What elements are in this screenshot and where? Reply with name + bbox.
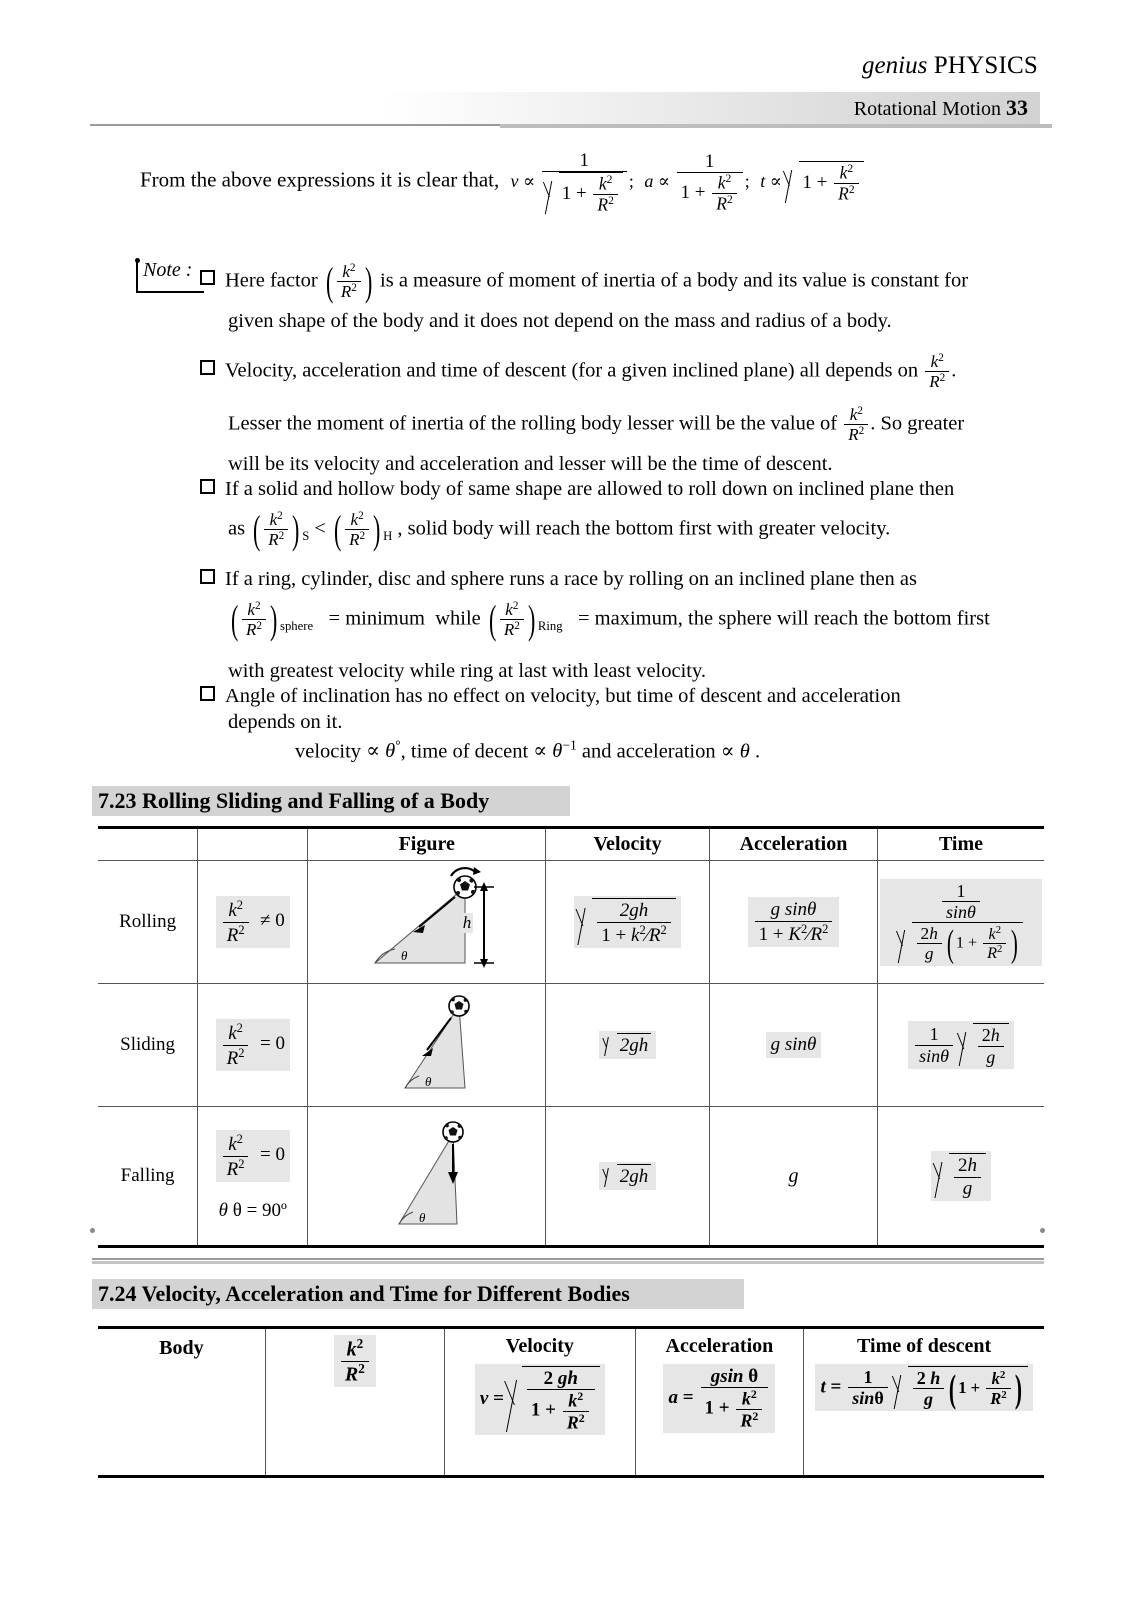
bullet-square-icon [200,360,215,375]
bullet-solid-hollow: If a solid and hollow body of same shape are allowed to roll down on inclined plane then [200,478,1060,501]
brand-physics: PHYSICS [927,52,1038,79]
divider-dot-right [1040,1228,1045,1233]
bullet-depends-on-line3: will be its velocity and acceleration and lesser will be the time of descent. [228,453,833,475]
table-row-falling [98,1107,1044,1247]
cell-empty-body [98,1439,265,1477]
bullet-depends-on-line2: Lesser the moment of inertia of the rolling body lesser will be the value of $\frac{k^2}{R^2}$ . So greater [228,405,965,445]
subscript-ring: Ring [537,619,563,634]
k2-over-R2-frac: $\frac{k^2}{R^2}$ [844,405,868,444]
running-header-text [854,95,1028,121]
formula-k2R2-neq-0: $\frac{k^2}{R^2}$ ≠ 0 [216,896,290,947]
bullet-race-line2: ( $\frac{k^2}{R^2}$ ) $_{sphere}$ = minimum while ( $\frac{k^2}{R^2}$ ) $_{Ring}$ = maximum, the sphere will reach the bottom first [228,600,1068,639]
vertical-falling-ball-figure [347,1114,507,1232]
cell-figure-sliding [308,984,546,1107]
cell-velocity-sliding [546,984,710,1107]
subscript-sphere: sphere [280,619,314,634]
cell-velocity-rolling [546,861,710,984]
k2R2-hollow-paren: ( $\frac{k^2}{R^2}$ ) [331,510,383,549]
col-acceleration: Acceleration [710,828,878,861]
cell-figure-rolling [308,861,546,984]
page-number: 33 [1006,95,1028,120]
bullet-square-icon [200,479,215,494]
intro-expression-t: t ∝ 1 + $\frac{k^2}{R^2}$ [760,171,863,191]
bullet-text-1a: Here factor [225,269,318,292]
intro-expression-a: a ∝ 1 1 + $\frac{k^2}{R^2}$ ; [644,151,755,214]
inclined-plane-rolling-ball-figure [347,865,507,973]
row-label-falling: Falling [98,1107,198,1247]
formula-velocity-rolling: $\frac{2gh}{1 + k^2⁄R^2}$ [574,896,680,947]
col-acceleration-2-label: Acceleration [665,1335,774,1357]
formula-acceleration-rolling: $\frac{\text{g sinθ}}{1 + K^2⁄R^2}$ [748,897,840,946]
bullet-angle-line2: depends on it. [228,711,343,733]
cell-figure-falling [308,1107,546,1247]
formula-velocity-sliding: 2gh [599,1031,657,1059]
cell-empty-k2r2 [265,1439,444,1477]
running-title: Rotational Motion [853,98,1006,120]
col-velocity: Velocity [546,828,710,861]
bullet-factor-measure-line2: given shape of the body and it does not depend on the mass and radius of a body. [228,310,892,332]
bullet-text-2b: Lesser the moment of inertia of the rolling body lesser will be the value of [228,412,838,435]
table-row-rolling [98,861,1044,984]
cell-acceleration-sliding [710,984,878,1107]
cell-empty-velocity [444,1439,635,1477]
table-rolling-sliding-falling [98,826,1044,1248]
cell-k-condition-rolling [198,861,308,984]
k2R2-ring-paren: ( $\frac{k^2}{R^2}$ ) [486,600,538,639]
formula-velocity-header: v = 2 gh 1 + $\frac{k^2}{R^2}$ [475,1364,605,1435]
formula-k2R2-eq-0-falling-wrap [200,1130,305,1181]
svg-text:θ: θ [400,948,408,963]
intro-expression-v: v ∝ 1 1 + $\frac{k^2}{R^2}$ ; [510,150,639,215]
inclined-plane-sliding-ball-figure [347,988,507,1096]
formula-time-header-wrap [806,1364,1042,1411]
bullet-depends-on: Velocity, acceleration and time of descent (for a given inclined plane) all depends on $\frac{k^2}{R^2}$ . [200,352,1060,391]
col-velocity-2 [444,1328,635,1439]
row-label-rolling: Rolling [98,861,198,984]
header-rule-shadow [500,124,1052,128]
bullet-solid-hollow-line2: as ( $\frac{k^2}{R^2}$ ) $_S$ < ( $\frac{k^2}{R^2}$ ) $_H$ , solid body will reach the bottom first with greater velocity. [228,510,1068,549]
cell-empty-acceleration [635,1439,804,1477]
table-header-row [98,828,1044,861]
formula-k2R2-eq-0-sliding: $\frac{k^2}{R^2}$ = 0 [216,1019,290,1070]
cell-acceleration-falling [710,1107,878,1247]
svg-text:θ: θ [424,1074,432,1089]
bullet-text-2a: Velocity, acceleration and time of descent (for a given inclined plane) all depends on [225,359,919,382]
formula-time-falling: $\frac{2h}{g}$ [931,1151,991,1201]
subscript-hollow: H [383,529,393,544]
running-header-band [90,92,1040,124]
section-divider-rule [92,1258,1044,1260]
formula-acceleration-falling: g [788,1164,799,1187]
col-empty-1 [98,828,198,861]
formula-acceleration-sliding: g sinθ [766,1032,822,1058]
col-empty-2 [198,828,308,861]
col-k2-r2 [265,1328,444,1439]
k2R2-sphere-paren: ( $\frac{k^2}{R^2}$ ) [228,600,280,639]
subscript-solid: S [302,529,310,544]
formula-time-sliding: $\frac{1}{\sin\theta}$ $\frac{2h}{g}$ [908,1021,1014,1068]
cell-empty-time [804,1439,1044,1477]
k2R2-solid-paren: ( $\frac{k^2}{R^2}$ ) [250,510,302,549]
bullet-factor-measure [200,262,1050,301]
intro-paragraph [140,150,864,215]
bullet-race: If a ring, cylinder, disc and sphere runs a race by rolling on an inclined plane then as [200,568,1060,591]
figure-label-h: h [462,913,472,932]
table-row-sliding [98,984,1044,1107]
formula-time-rolling: $\frac{1}{\sin\theta}$ $\frac{2h}{g}$ ( 1 + $\frac{k^2}{R^2}$ ) [880,879,1042,966]
bullet-square-icon [200,270,215,285]
note-label: Note : [143,259,193,281]
section-heading-7-24: 7.24 Velocity, Acceleration and Time for Different Bodies [92,1279,744,1309]
cell-time-sliding [877,984,1044,1107]
row-label-sliding: Sliding [98,984,198,1107]
formula-velocity-header-wrap [447,1364,633,1435]
brand-genius: genius [862,52,928,79]
formula-theta-90: θ θ = 90º [218,1199,287,1221]
formula-velocity-falling: 2gh [599,1162,657,1190]
divider-dot-left [90,1228,95,1233]
bullet-text-1b: is a measure of moment of inertia of a body and its value is constant for [380,269,969,292]
svg-text:θ: θ [418,1210,426,1225]
col-time: Time [877,828,1044,861]
table2-empty-row [98,1439,1044,1477]
cell-time-falling [877,1107,1044,1247]
table-velocity-acceleration-time [98,1326,1044,1478]
table2-header-row [98,1328,1044,1439]
col-acceleration-2 [635,1328,804,1439]
col-body: Body [98,1328,265,1439]
k2-over-R2-frac: $\frac{k^2}{R^2}$ [925,352,949,391]
cell-k-condition-falling [198,1107,308,1247]
cell-time-rolling [877,861,1044,984]
cell-velocity-falling [546,1107,710,1247]
bullet-angle-line3: velocity ∝ θ°, time of decent ∝ $\theta^{-1}$ and acceleration ∝ θ . [295,738,761,763]
col-figure: Figure [308,828,546,861]
formula-k2-over-R2-header: $\frac{k^2}{R^2}$ [334,1335,376,1387]
col-time-of-descent [804,1328,1044,1439]
k2-over-R2-paren: ( $\frac{k^2}{R^2}$ ) [323,262,375,301]
section-heading-7-23: 7.23 Rolling Sliding and Falling of a Body [92,786,570,816]
formula-acceleration-header-wrap [638,1364,802,1433]
formula-k2R2-eq-0-falling: $\frac{k^2}{R^2}$ = 0 [216,1130,290,1181]
bullet-square-icon [200,569,215,584]
brand-title [862,52,1038,80]
col-velocity-2-label: Velocity [505,1335,574,1357]
col-time-of-descent-label: Time of descent [857,1335,992,1357]
intro-lead: From the above expressions it is clear that, [140,167,500,192]
formula-time-header: t = $\frac{1}{\sin\theta}$ $\frac{2 h}{g}$ ( 1 + $\frac{k^2}{R^2}$ ) [815,1364,1032,1411]
section-divider-rule-shadow [92,1261,1044,1264]
cell-k-condition-sliding [198,984,308,1107]
cell-acceleration-rolling [710,861,878,984]
bullet-square-icon [200,686,215,701]
bullet-angle: Angle of inclination has no effect on velocity, but time of descent and acceleration [200,685,1045,708]
formula-acceleration-header: a = gsin θ 1 + $\frac{k^2}{R^2}$ [663,1364,775,1433]
bullet-race-line3: with greatest velocity while ring at last with least velocity. [228,660,707,682]
